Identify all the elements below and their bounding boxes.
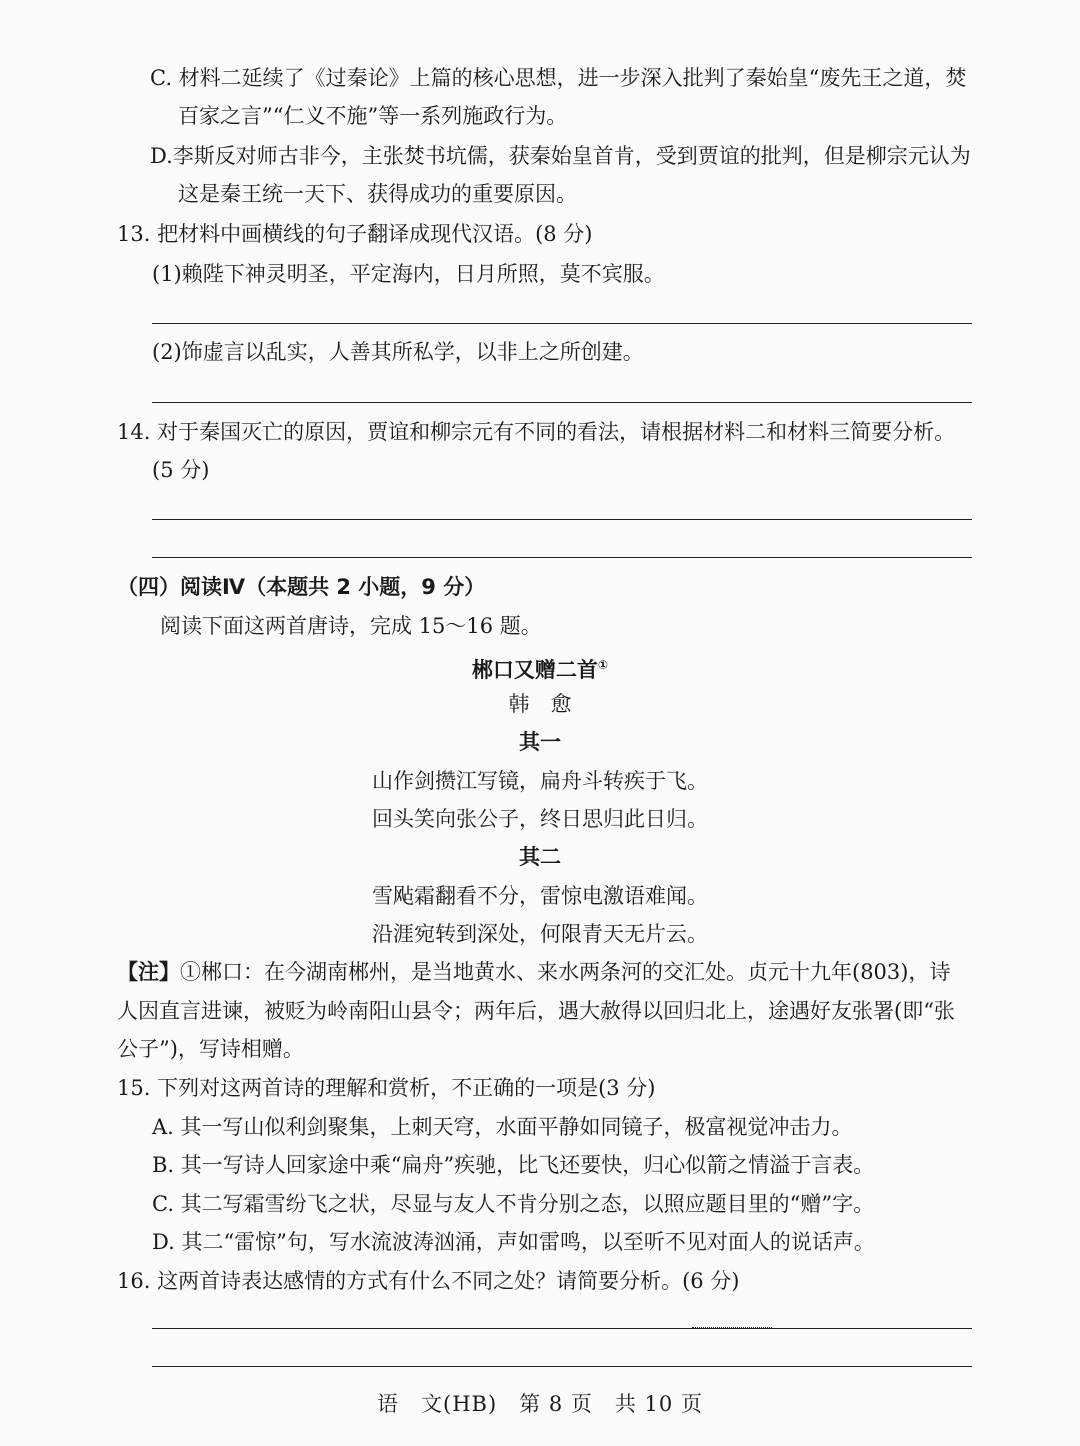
q15-option-c: C. 其二写霜雪纷飞之状，尽显与友人不肯分别之态，以照应题目里的“赠”字。 <box>152 1192 875 1216</box>
answer-line[interactable] <box>152 557 972 558</box>
poem-part1-line2: 回头笑向张公子，终日思归此日归。 <box>372 807 708 831</box>
poem-part2-title: 其二 <box>519 845 561 869</box>
note-line2: 人因直言进谏，被贬为岭南阳山县令；两年后，遇大赦得以回归北上，途遇好友张署(即“张 <box>117 999 955 1023</box>
answer-line[interactable] <box>152 1328 972 1329</box>
answer-line[interactable] <box>152 402 972 403</box>
q15-option-b: B. 其一写诗人回家途中乘“扁舟”疾驰，比飞还要快，归心似箭之情溢于言表。 <box>152 1153 875 1177</box>
q15-option-a: A. 其一写山似利剑聚集，上刺天穹，水面平静如同镜子，极富视觉冲击力。 <box>152 1115 853 1139</box>
q15-stem: 15. 下列对这两首诗的理解和赏析，不正确的一项是(3 分) <box>117 1076 656 1100</box>
q12-option-d-line2: 这是秦王统一天下、获得成功的重要原因。 <box>178 182 577 206</box>
note-line3: 公子”)，写诗相赠。 <box>117 1037 304 1061</box>
poem-part1-line1: 山作剑攒江写镜，扁舟斗转疾于飞。 <box>372 769 708 793</box>
poem-part2-line1: 雪飐霜翻看不分，雷惊电激语难闻。 <box>372 884 708 908</box>
q13-sentence-1: (1)赖陛下神灵明圣，平定海内，日月所照，莫不宾服。 <box>152 262 665 286</box>
q12-option-d-line1: D.李斯反对师古非今，主张焚书坑儒，获秦始皇首肯，受到贾谊的批判，但是柳宗元认为 <box>150 144 971 168</box>
poem-author: 韩 愈 <box>508 692 572 716</box>
answer-line[interactable] <box>152 1366 972 1367</box>
q12-option-c-line2: 百家之言”“仁义不施”等一系列施政行为。 <box>178 104 568 128</box>
q14-stem-line2: (5 分) <box>152 458 210 482</box>
poem-part2-line2: 沿涯宛转到深处，何限青天无片云。 <box>372 922 708 946</box>
footnote-marker: ① <box>597 658 609 672</box>
poem-part1-title: 其一 <box>519 730 561 754</box>
q15-option-d: D. 其二“雷惊”句，写水流波涛汹涌，声如雷鸣，以至听不见对面人的说话声。 <box>152 1230 875 1254</box>
q16-stem: 16. 这两首诗表达感情的方式有什么不同之处？请简要分析。(6 分) <box>117 1269 740 1293</box>
page-footer: 语 文(HB) 第 8 页 共 10 页 <box>377 1392 703 1416</box>
q13-stem: 13. 把材料中画横线的句子翻译成现代汉语。(8 分) <box>117 222 593 246</box>
q13-sentence-2: (2)饰虚言以乱实，人善其所私学，以非上之所创建。 <box>152 340 644 364</box>
answer-line[interactable] <box>152 323 972 324</box>
reading-instruction: 阅读下面这两首唐诗，完成 15～16 题。 <box>160 614 542 638</box>
q14-stem-line1: 14. 对于秦国灭亡的原因，贾谊和柳宗元有不同的看法，请根据材料二和材料三简要分析。 <box>117 420 956 444</box>
q12-option-c-line1: C. 材料二延续了《过秦论》上篇的核心思想，进一步深入批判了秦始皇“废先王之道，焚 <box>150 66 967 90</box>
answer-line[interactable] <box>152 519 972 520</box>
note-line1: 【注】①郴口：在今湖南郴州，是当地黄水、来水两条河的交汇处。贞元十九年(803)，诗 <box>117 960 951 984</box>
note-label: 【注】 <box>117 960 180 984</box>
poem-title: 郴口又赠二首① <box>471 658 609 682</box>
section-heading: （四）阅读Ⅳ（本题共 2 小题，9 分） <box>117 575 486 599</box>
